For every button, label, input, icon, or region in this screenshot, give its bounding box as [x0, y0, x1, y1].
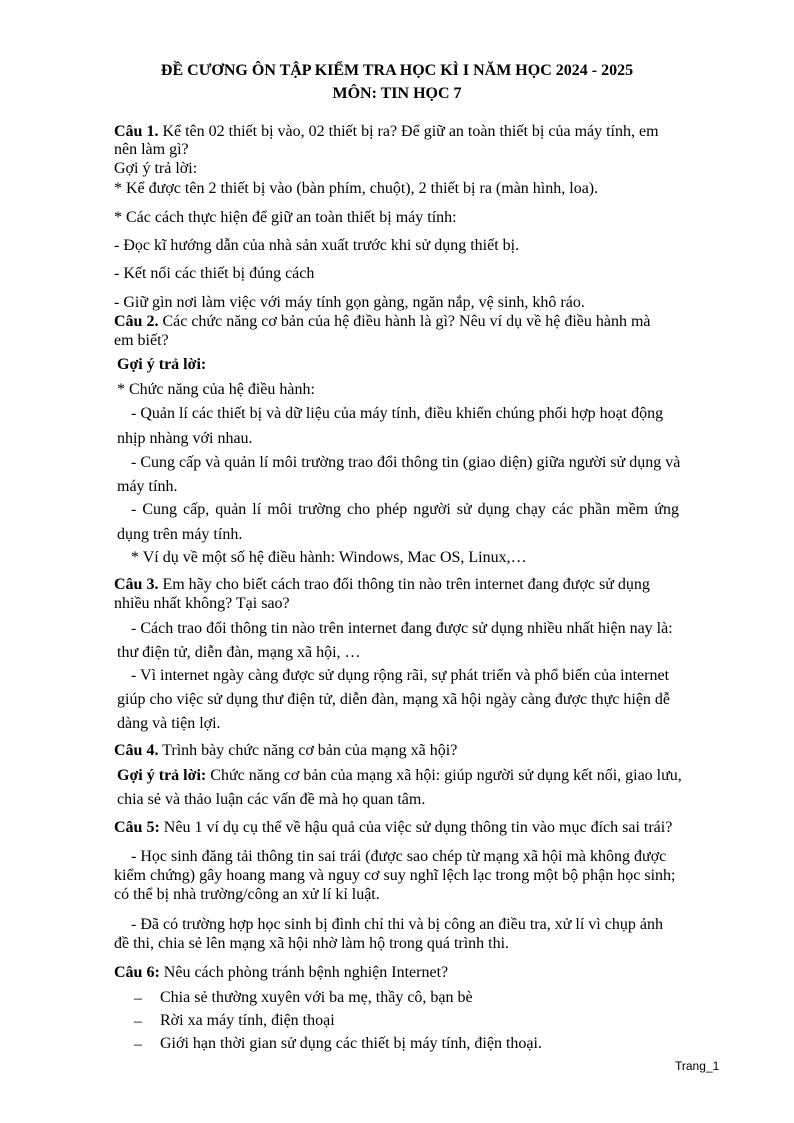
dash-marker: – — [134, 1013, 142, 1030]
question-2-cont: em biết? — [114, 332, 169, 349]
answer-hint: Gợi ý trả lời: — [114, 160, 198, 177]
question-3 — [114, 577, 650, 593]
answer-line: nhịp nhàng với nhau. — [117, 430, 253, 447]
answer-line: dụng trên máy tính. — [117, 526, 243, 543]
answer-line — [117, 768, 682, 784]
question-label: Câu 1. — [114, 123, 159, 140]
answer-line: thư điện tử, diễn đàn, mạng xã hội, … — [117, 644, 361, 661]
question-label: Câu 6: — [114, 964, 160, 981]
answer-line: - Vì internet ngày càng được sử dụng rộng rãi, sự phát triển và phổ biến của internet — [131, 667, 670, 684]
question-text: Nêu cách phòng tránh bệnh nghiện Internet? — [159, 964, 449, 981]
answer-line: máy tính. — [117, 478, 178, 495]
answer-line: - Cung cấp, quản lí môi trường cho phép người sử dụng chạy các phần mềm ứng — [131, 501, 679, 518]
page-number: Trang_1 — [675, 1059, 720, 1073]
answer-hint: Gợi ý trả lời: — [117, 767, 207, 784]
dash-marker: – — [134, 990, 142, 1007]
answer-line: * Các cách thực hiện để giữ an toàn thiết bị máy tính: — [114, 209, 457, 226]
answer-line: có thể bị nhà trường/công an xử lí kỉ luật. — [114, 886, 380, 903]
answer-text: Chức năng cơ bản của mạng xã hội: giúp người sử dụng kết nối, giao lưu, — [206, 767, 682, 784]
list-item: Rời xa máy tính, điện thoại — [160, 1012, 335, 1029]
answer-line: - Đọc kĩ hướng dẫn của nhà sản xuất trước khi sử dụng thiết bị. — [114, 237, 520, 254]
question-2 — [114, 314, 651, 330]
question-1 — [114, 124, 659, 140]
question-4 — [114, 743, 457, 759]
answer-line: chia sẻ và thảo luận các vấn đề mà họ quan tâm. — [117, 791, 426, 808]
answer-line: - Cách trao đổi thông tin nào trên internet đang được sử dụng nhiều nhất hiện nay là: — [131, 620, 673, 637]
list-item: Giới hạn thời gian sử dụng các thiết bị máy tính, điện thoại. — [160, 1035, 542, 1052]
question-3-cont: nhiều nhất không? Tại sao? — [114, 595, 290, 612]
answer-line: - Cung cấp và quản lí môi trường trao đổi thông tin (giao diện) giữa người sử dụng và — [131, 454, 681, 471]
answer-line: * Kể được tên 2 thiết bị vào (bàn phím, chuột), 2 thiết bị ra (màn hình, loa). — [114, 180, 599, 197]
answer-line: - Kết nối các thiết bị đúng cách — [114, 265, 315, 282]
question-6 — [114, 965, 448, 981]
answer-line: - Quản lí các thiết bị và dữ liệu của máy tính, điều khiển chúng phối hợp hoạt động — [131, 405, 664, 422]
list-item: Chia sẻ thường xuyên với ba mẹ, thầy cô, bạn bè — [160, 989, 473, 1006]
question-text: Em hãy cho biết cách trao đổi thông tin nào trên internet đang được sử dụng — [158, 576, 650, 593]
question-5 — [114, 820, 672, 836]
answer-line: giúp cho việc sử dụng thư điện tử, diễn đàn, mạng xã hội ngày càng được thực hiện dễ — [117, 691, 671, 708]
answer-line: kiểm chứng) gây hoang mang và nguy cơ suy nghĩ lệch lạc trong một bộ phận học sinh; — [114, 867, 676, 884]
question-label: Câu 3. — [114, 576, 159, 593]
answer-line: * Ví dụ về một số hệ điều hành: Windows, Mac OS, Linux,… — [131, 549, 527, 566]
answer-line: - Giữ gìn nơi làm việc với máy tính gọn gàng, ngăn nắp, vệ sinh, khô ráo. — [114, 294, 585, 311]
document-title: ĐỀ CƯƠNG ÔN TẬP KIỂM TRA HỌC KÌ I NĂM HỌC 2024 - 2025 — [160, 62, 634, 79]
answer-hint: Gợi ý trả lời: — [117, 356, 207, 373]
answer-line: * Chức năng của hệ điều hành: — [117, 381, 315, 398]
question-label: Câu 4. — [114, 742, 159, 759]
dash-marker: – — [134, 1036, 142, 1053]
question-text: Nêu 1 ví dụ cụ thể về hậu quả của việc sử dụng thông tin vào mục đích sai trái? — [159, 819, 673, 836]
subject-title: MÔN: TIN HỌC 7 — [332, 85, 462, 102]
answer-line: - Học sinh đăng tải thông tin sai trái (được sao chép từ mạng xã hội mà không được — [131, 848, 667, 865]
question-text: Trình bày chức năng cơ bản của mạng xã hội? — [158, 742, 458, 759]
question-text: Kể tên 02 thiết bị vào, 02 thiết bị ra? Để giữ an toàn thiết bị của máy tính, em — [158, 123, 659, 140]
question-label: Câu 5: — [114, 819, 160, 836]
answer-line: đề thi, chia sẻ lên mạng xã hội nhờ làm hộ trong quá trình thi. — [114, 935, 510, 952]
answer-line: dàng và tiện lợi. — [117, 715, 221, 732]
answer-line: - Đã có trường hợp học sinh bị đình chỉ thi và bị công an điều tra, xử lí vì chụp ảnh — [131, 916, 663, 933]
question-1-cont: nên làm gì? — [114, 141, 189, 158]
question-label: Câu 2. — [114, 313, 159, 330]
question-text: Các chức năng cơ bản của hệ điều hành là gì? Nêu ví dụ về hệ điều hành mà — [158, 313, 651, 330]
